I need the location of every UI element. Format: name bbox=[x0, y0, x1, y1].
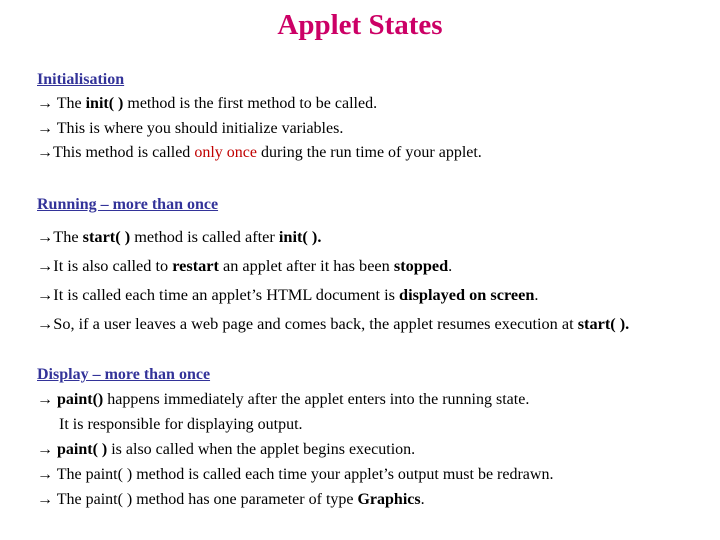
arrow-right-icon: → bbox=[37, 441, 53, 458]
arrow-right-icon: → bbox=[37, 466, 53, 483]
section-running bbox=[37, 193, 712, 338]
bullet-line: → The paint( ) method has one parameter of type Graphics. bbox=[37, 487, 712, 512]
bullet-line: → This is where you should initialize variables. bbox=[37, 117, 712, 142]
section-heading: Display – more than once bbox=[37, 366, 211, 383]
arrow-right-icon: → bbox=[37, 314, 54, 333]
bullet-line: →The start( ) method is called after init( ). bbox=[37, 222, 712, 251]
continuation-line: It is responsible for displaying output. bbox=[59, 416, 303, 433]
bullet-line: →This method is called only once during the run time of your applet. bbox=[37, 141, 712, 166]
bullet-line: → paint() happens immediately after the applet enters into the running state. bbox=[37, 387, 712, 412]
section-initialisation bbox=[37, 68, 712, 166]
bullet-line: →So, if a user leaves a web page and comes back, the applet resumes execution at start( ). bbox=[37, 309, 712, 338]
bullet-line: → The init( ) method is the first method to be called. bbox=[37, 92, 712, 117]
arrow-right-icon: → bbox=[37, 95, 53, 112]
arrow-right-icon: → bbox=[37, 144, 53, 161]
section-display bbox=[37, 362, 712, 512]
section-heading: Running – more than once bbox=[37, 196, 219, 213]
arrow-right-icon: → bbox=[37, 491, 53, 508]
arrow-right-icon: → bbox=[37, 119, 53, 137]
arrow-right-icon: → bbox=[37, 256, 54, 275]
bullet-line: → The paint( ) method is called each time your applet’s output must be redrawn. bbox=[37, 462, 712, 487]
slide-title: Applet States bbox=[277, 9, 443, 41]
bullet-line: →It is called each time an applet’s HTML document is displayed on screen. bbox=[37, 280, 712, 309]
bullet-line: → paint( ) is also called when the applet begins execution. bbox=[37, 437, 712, 462]
arrow-right-icon: → bbox=[37, 391, 53, 408]
bullet-line: →It is also called to restart an applet after it has been stopped. bbox=[37, 251, 712, 280]
arrow-right-icon: → bbox=[37, 285, 54, 304]
section-heading: Initialisation bbox=[37, 71, 125, 88]
arrow-right-icon: → bbox=[37, 227, 54, 246]
